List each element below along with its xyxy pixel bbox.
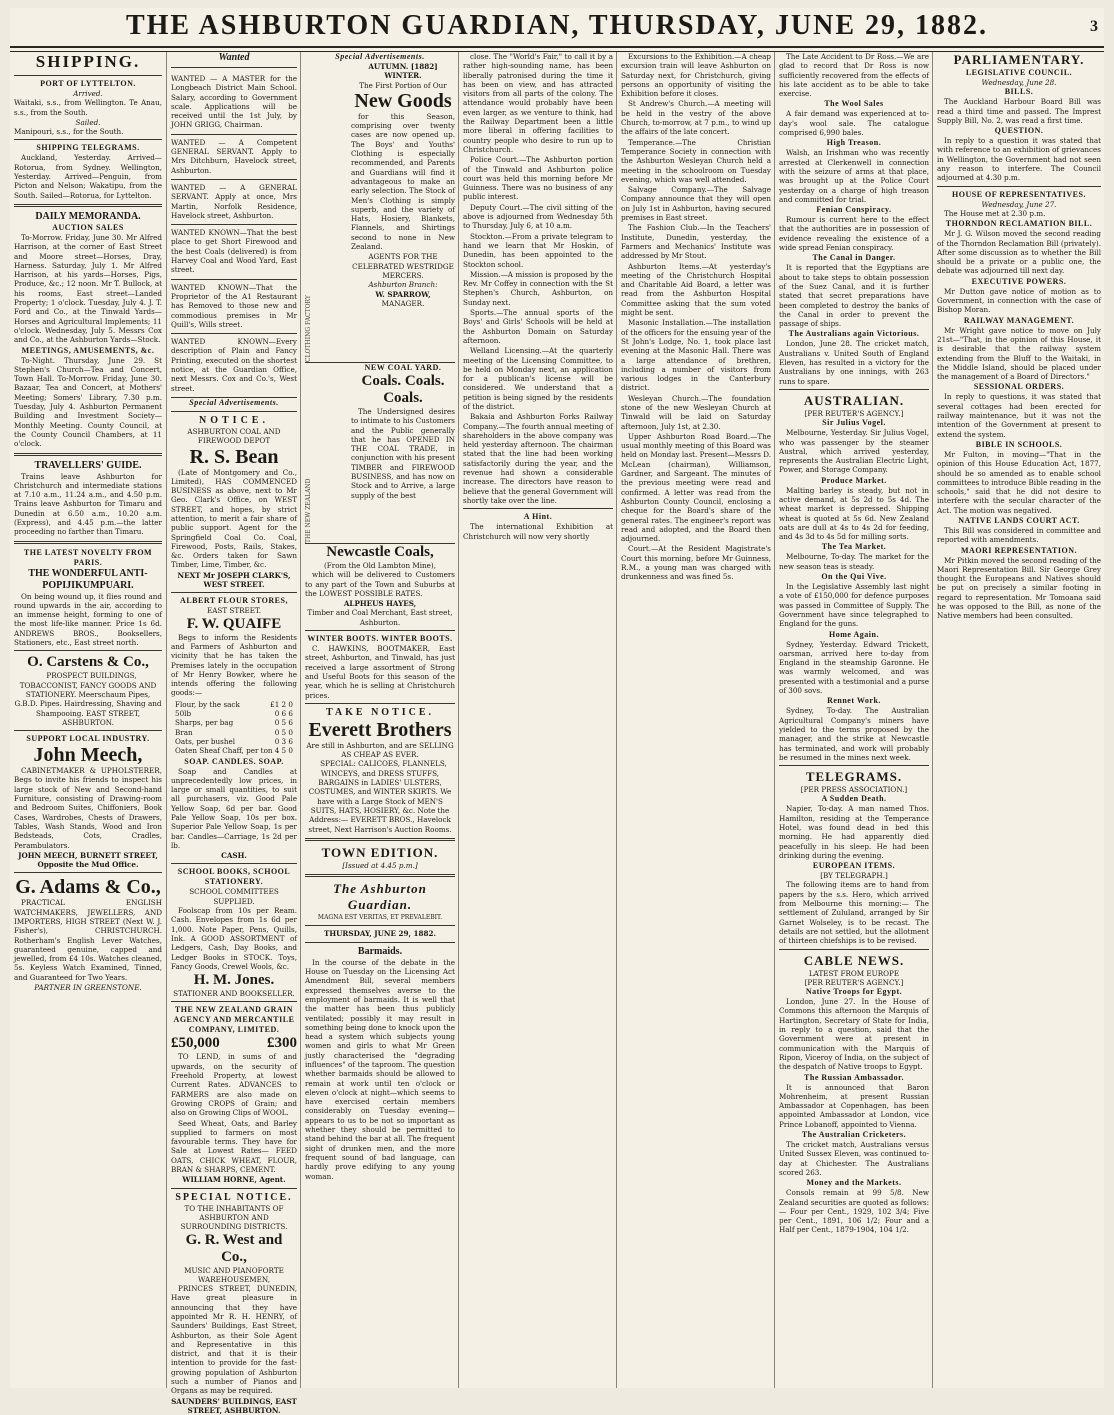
loan-text: TO LEND, in sums of and upwards, on the security of Freehold Property, at lowest Current Rates. ADVANCES to FARMERS are also made on Growing CROPS of Grain; and also on Growing Clips of WOOL. xyxy=(171,1052,297,1118)
school-sub: SCHOOL COMMITTEES SUPPLIED. xyxy=(189,887,279,906)
coal-yard-heading: NEW COAL YARD. xyxy=(364,363,442,372)
cash-label: CASH. xyxy=(221,851,247,861)
tea-heading: The Tea Market. xyxy=(821,542,887,552)
column-6 xyxy=(774,52,933,1388)
press-assoc-label: [PER PRESS ASSOCIATION.] xyxy=(800,785,908,795)
wanted-ad xyxy=(171,334,297,398)
exec-text: Mr Dutton gave notice of motion as to Government, in connection with the case of Bishop Moran. xyxy=(937,286,1101,315)
carstens-text: PROSPECT BUILDINGS, TOBACCONIST, FANCY GOODS AND STATIONERY. Meerschaum Pipes, G.B.D. Pipes. Hairdressing, Shaving and Shampooing. EAST STREET, ASHBURTON. xyxy=(14,671,162,727)
travellers-text: Trains leave Ashburton for Christchurch and intermediate stations at 7.10 a.m., 11.24 a.m., and 4.50 p.m. Trains leave Ashburton for Timaru and Dunedin at 6.50 a.m., 10.20 a.m. (Express), and 4.45 p.m.—the latter proceeding no farther than Timaru. xyxy=(14,471,162,537)
sudden-text: Napier, To-day. A man named Thos. Hamilton, residing at the Temperance Hotel, was found dead in bed this morning. He had apparently died peacefully in his sleep. He had been drinking during the evening. xyxy=(779,804,929,860)
auction-text: To-Morrow. Friday, June 30. Mr Alfred Harrison, at the corner of East Street and Moore street—Horses, Dray, Harness. Saturday, July 1. Mr Alfred Harrison, at his yards—Horses, Pigs, Produce, &c.; 12 noon. Mr T. Bullock, at his rooms, East street—Landed Property; 1 o'clock. Tuesday, July 4. J. T. Ford and Co., at the Tinwald Yards—Horses and Agricultural Implements; 11 o'clock. Wednesday, July 5. Messrs Cox and Co., at the Ashburton Yards—Stock. xyxy=(14,232,162,345)
wool-text: A fair demand was experienced at to-day's wool sale. The catalogue comprised 6,990 bales. xyxy=(779,109,929,138)
news-item: The Fashion Club.—In the Teachers' Institute, Dunedin, yesterday, the Farmers and Mechanics' Institute was addressed by Mr Stout. xyxy=(621,223,771,261)
divider xyxy=(779,389,929,390)
news-item: Salvage Company.—The Salvage Company announce that they will open on July 1st in Ashburton, having secured premises in East street. xyxy=(621,185,771,223)
soap-text: Soap and Candles at unprecedentedly low prices, in large or small quantities, to suit all purchasers, viz. Good Pale Yellow Soap, 6d per bar. Good Pale Yellow Soap, 10s per box. Superior Pale Yellow Soap, 1s per bar. Candles—Carriage, 1s 2d per lb. xyxy=(171,766,297,850)
hint-text: The international Exhibition at Christchurch will now very shortly xyxy=(463,522,613,541)
price-row xyxy=(175,718,293,727)
telegrams-heading: TELEGRAMS. xyxy=(805,769,903,785)
meetings-text: To-Night. Thursday, June 29. St Stephen's Church—Tea and Concert, Town Hall. To-Morrow. Friday, June 30. Bazaar, Tea and Concert, at Mothers' Meeting; Somers' Library, 7.30 p.m. Tuesday, July 4. Ashburton Permanent Building and Investment Society—Monthly Meeting. County Council, at the County Council Chambers, at 11 o'clock. xyxy=(14,355,162,449)
meech-heading: SUPPORT LOCAL INDUSTRY. xyxy=(26,734,150,744)
town-edition: TOWN EDITION. xyxy=(321,844,439,860)
loan-small: £300 xyxy=(267,1035,297,1052)
adams-name: G. Adams & Co., xyxy=(15,876,161,899)
new-goods: New Goods xyxy=(354,89,452,112)
meech-name: John Meech, xyxy=(33,744,143,767)
special-heading: Special Advertisements. xyxy=(335,52,425,61)
clothing-ad xyxy=(305,62,455,363)
west-sub: MUSIC AND PIANOFORTE WAREHOUSEMEN, xyxy=(184,1265,284,1284)
thorndon-heading: THORNDON RECLAMATION BILL. xyxy=(945,219,1093,229)
notice-sub: ASHBURTON COAL AND FIREWOOD DEPOT xyxy=(187,426,281,446)
hayes-name: ALPHEUS HAYES, xyxy=(343,599,417,609)
news-item: Welland Licensing.—At the quarterly meeting of the Licensing Committee, to be held on Monday next, an application for a publican's license will be considered. We understand that a petition is being signed by the residents of the district. xyxy=(463,346,613,411)
seed-agent: WILLIAM HORNE, Agent. xyxy=(182,1175,286,1185)
coals-text: The Undersigned desires to intimate to his Customers and the Public generally that he has OPENED IN THE COAL TRADE, in conjunction with his present TIMBER and FIREWOOD BUSINESS, and has now on Stock and to Arrive, a large supply of the best xyxy=(351,407,455,500)
newcastle-sub: (From the Old Lambton Mine), xyxy=(323,561,437,570)
news-item: Stockton.—From a private telegram to hand we learn that Mr Hoskin, of Dunedin, has been appointed to the Stockton school. xyxy=(463,231,613,269)
cricket-text: The cricket match, Australians versus United Sussex Eleven, was continued to-day at Chichester. The Australians scored 263. xyxy=(779,1140,929,1177)
russian-text: It is announced that Baron Mohrenheim, at present Russian Ambassador at Copenhagen, has been appointed Ambassador at London, vice Prince Lobanoff, appointed to Vienna. xyxy=(779,1082,929,1129)
divider xyxy=(171,592,297,593)
price-item: 50lb xyxy=(175,709,192,719)
cable-heading: CABLE NEWS. xyxy=(803,952,905,968)
divider xyxy=(14,872,162,873)
coal-ad xyxy=(305,363,455,544)
native-troops-text: London, June 27. In the House of Commons this afternoon the Marquis of Hartington, Secretary of State for India, in reply to a question, said that the Government were at present in communication with the Marquis of Ripon, Viceroy of India, on the subject of the despatch of Native troops to Egypt. xyxy=(779,997,929,1072)
news-item: Deputy Court.—The civil sitting of the above is adjourned from Wednesday 5th to Thursday, July 6, at 10 a.m. xyxy=(463,202,613,231)
divider xyxy=(463,508,613,509)
divider xyxy=(171,863,297,864)
money-text: Consols remain at 99 5/8. New Zealand securities are quoted as follows:— Four per Cent., 1929, 102 3/4; Five per Cent., 1891, 106 1/2; Four and a Half per Cent., 1879-1904, 104 1/2. xyxy=(779,1188,929,1235)
autumn-label: AUTUMN. [1882] WINTER. xyxy=(368,62,438,81)
school-text: Foolscap from 10s per Ream. Cash. Envelopes from 1s 6d per 1,000. Note Paper, Pens, Quills, Ink. A GOOD ASSORTMENT of Ledgers, Cash, Day Books, and Ledger Books in STOCK. Toys, Fancy Goods, Crewel Wools, &c. xyxy=(171,906,297,971)
vile-text: In the Legislative Assembly last night a vote of £150,000 for defence purposes was passed in Committee of Supply. The Government have since telegraphed to England for the guns. xyxy=(779,582,929,629)
news-item: Bakaia and Ashburton Forks Railway Company.—The fourth annual meeting of shareholders in the above company was held yesterday afternoon. The chairman stated that the line had been working satisfactorily during the year, and the revenue had shown a considerable increase. The directors have reason to believe that the general Government will shortly take over the line. xyxy=(463,412,613,505)
quaife-text: Begs to inform the Residents and Farmers of Ashburton and vicinity that he has taken the Premises lately in the occupation of Mr Henry Bowker, where he intends offering the following goods:— xyxy=(171,632,297,698)
quaife-name: F. W. QUAIFE xyxy=(186,615,282,632)
price-row xyxy=(175,709,293,718)
seed-text: Seed Wheat, Oats, and Barley supplied to farmers on most favourable terms. They have for Sale at Lowest Rates— FEED OATS, CHICK WHEAT, FLOUR, BRAN & SHARPS, CEMENT. xyxy=(171,1118,297,1175)
divider xyxy=(305,942,455,943)
price-row xyxy=(175,700,293,709)
column-7 xyxy=(932,52,1105,1388)
west-footer: SAUNDERS' BUILDINGS, EAST STREET, ASHBURTON. xyxy=(171,1396,297,1415)
column-5 xyxy=(616,52,775,1388)
vogel-text: Melbourne, Yesterday. Sir Julius Vogel, who was passenger by the steamer Austral, which arrived yesterday, represents the Australian Electric Light, Power, and Storage Company. xyxy=(779,428,929,475)
page-number: 3 xyxy=(1090,18,1098,35)
maori-text: Mr Pitkin moved the second reading of the Maori Representation Bill. Sir George Grey thought the Europeans and Natives should be put on precisely a similar footing in regard to representation. Mr Tomoana said he was opposed to the Bill, as none of the Native members had been consulted. xyxy=(937,555,1101,621)
canal-heading: The Canal in Danger. xyxy=(812,253,896,263)
parliamentary-heading: PARLIAMENTARY. xyxy=(953,52,1085,67)
divider xyxy=(171,1188,297,1189)
euro-text: The following items are to hand from papers by the s.s. Hero, which arrived from Melbourne this morning:— The settlement of Zululand, arranged by Sir Garnet Wolseley, is to be recast. The details are not settled, but the allotment of thirteen chiefships is to be revised. xyxy=(779,880,929,946)
paper-title: The Ashburton Guardian. xyxy=(333,881,427,913)
aus-heading: The Australians again Victorious. xyxy=(788,329,920,339)
town-issued: [Issued at 4.45 p.m.] xyxy=(342,860,418,870)
native-lands-heading: NATIVE LANDS COURT ACT. xyxy=(958,515,1080,525)
news-item: Temperance.—The Christian Temperance Society in connection with the Ashburton Wesleyan Church held a meeting in the schoolroom on Tuesday evening, which was well attended. xyxy=(621,137,771,184)
coals-heading: Coals. Coals. Coals. xyxy=(361,373,445,406)
home-heading: Home Again. xyxy=(829,629,879,639)
band-label: CLOTHING FACTORY xyxy=(305,295,312,362)
wanted-ad xyxy=(171,225,297,279)
boots-heading: WINTER BOOTS. WINTER BOOTS. xyxy=(307,634,453,644)
travellers-heading: TRAVELLERS' GUIDE. xyxy=(34,459,142,471)
sudden-heading: A Sudden Death. xyxy=(821,794,887,804)
flour-heading: ALBERT FLOUR STORES, xyxy=(180,596,288,606)
divider xyxy=(779,949,929,950)
divider xyxy=(14,650,162,651)
divider xyxy=(171,67,297,68)
native-troops-heading: Native Troops for Egypt. xyxy=(805,987,903,997)
price-value: 4 5 0 xyxy=(274,746,293,756)
boots-text: C. HAWKINS, BOOTMAKER, East street, Ashburton, and Tinwald, has just received a large assortment of Strong and Useful Boots for this season of the year, which he is selling at Christchurch prices. xyxy=(305,644,455,700)
divider xyxy=(305,874,455,877)
auction-heading: AUCTION SALES xyxy=(52,222,124,232)
bean-name: R. S. Bean xyxy=(189,445,279,468)
thorndon-text: Mr J. G. Wilson moved the second reading of the Thorndon Reclamation Bill (privately). After some discussion as to whether the Bill should be a private or a public one, the debate was adjourned till next day. xyxy=(937,229,1101,276)
nz-band xyxy=(305,363,347,543)
canal-text: It is reported that the Egyptians are about to take steps to obtain possession of the Suez Canal, and it is further stated that secret preparations have been completed to destroy the banks of the Canal in order to prevent the passage of ships. xyxy=(779,263,929,329)
news-item: Masonic Installation.—The installation of the officers for the ensuing year of the St John's Lodge, No. 1, took place last evening at the Masonic Hall. There was a large attendance of brethren, including a number of visitors from various lodges in the Canterbury district. xyxy=(621,318,771,393)
fenian-text: Rumour is current here to the effect that the authorities are in possession of evidence revealing the existence of a wide spread Fenian conspiracy. xyxy=(779,215,929,253)
price-row xyxy=(175,746,293,755)
school-heading: SCHOOL BOOKS, SCHOOL STATIONERY. xyxy=(177,867,291,887)
news-item: St Andrew's Church.—A meeting will be held in the vestry of the above Church, to-morrow, at 7 p.m., to wind up the affairs of the late concert. xyxy=(621,99,771,137)
question-heading: QUESTION. xyxy=(994,126,1044,136)
loan-big: £50,000 xyxy=(171,1035,220,1052)
divider xyxy=(14,75,162,76)
memoranda-heading: DAILY MEMORANDA. xyxy=(35,210,141,222)
vogel-heading: Sir Julius Vogel. xyxy=(822,418,886,428)
newspaper-page xyxy=(10,8,1104,1415)
news-item: Police Court.—The Ashburton portion of the Tinwald and Ashburton police court was held this morning before Mr Guinness. There was no business of any public interest. xyxy=(463,155,613,202)
news-item: Mission.—A mission is proposed by the Rev. Mr Coffey in connection with the St Stephen's Church, Ashburton, on Sunday next. xyxy=(463,269,613,307)
special-heading: Special Advertisements. xyxy=(189,397,279,407)
barmaids-heading: Barmaids. xyxy=(357,945,403,957)
divider xyxy=(779,765,929,766)
manager-name: W. SPARROW, xyxy=(375,289,431,299)
price-value: 0 6 6 xyxy=(274,709,293,719)
wanted-heading: Wanted xyxy=(218,52,250,63)
price-value: £1 2 0 xyxy=(270,699,293,709)
by-telegraph-label: [BY TELEGRAPH.] xyxy=(820,871,888,881)
paper-motto: MAGNA EST VERITAS, ET PREVALEBIT. xyxy=(317,914,443,922)
loan-amounts xyxy=(171,1035,297,1052)
intro-text: close. The "World's Fair," to call it by a rather high-sounding name, has been liberally patronised during the time it has been on view, and has attracted visitors from all parts of the colony. The attendance would probably have been even larger, as we venture to think, had the Railway Department been a little more liberal in offering facilities to country people who desire to run up to Christchurch. xyxy=(463,52,613,154)
divider xyxy=(305,630,455,631)
price-item: Sharps, per bag xyxy=(175,718,234,728)
hayes-role: Timber and Coal Merchant, East street, Ashburton. xyxy=(307,608,453,627)
rennet-text: Sydney, To-day. The Australian Agricultural Company's miners have yielded to the terms proposed by the manager, and the strike at Newcastle has terminated, and work will probably be resumed in the mines next week. xyxy=(779,706,929,762)
meetings-heading: MEETINGS, AMUSEMENTS, &c. xyxy=(21,345,155,355)
bible-heading: BIBLE IN SCHOOLS. xyxy=(975,439,1063,449)
arrived-heading: Arrived. xyxy=(73,89,103,98)
columns xyxy=(10,52,1104,1415)
meech-text: CABINETMAKER & UPHOLSTERER, Begs to invite his friends to inspect his large stock of New and Second-hand Furniture, consisting of Drawing-room and Bedroom Suites, Chiffoniers, Book Cases, Wardrobes, Chests of Drawers, Tables, Wash Stands, Wood and Iron Bedsteads, Cots, Cradles, Perambulators. xyxy=(14,766,162,850)
australian-heading: AUSTRALIAN. xyxy=(803,392,905,408)
lc-date: Wednesday, June 28. xyxy=(981,78,1057,87)
fenian-heading: Fenian Conspiracy. xyxy=(816,205,892,215)
port-heading: PORT OF LYTTELTON. xyxy=(40,79,136,88)
clothing-band xyxy=(305,62,347,362)
hint-heading: A Hint. xyxy=(523,512,553,522)
wanted-ad xyxy=(171,135,297,180)
produce-heading: Produce Market. xyxy=(821,475,887,485)
tea-text: Melbourne, To-day. The market for the new season teas is steady. xyxy=(779,552,929,571)
shipping-heading: SHIPPING. xyxy=(35,52,141,71)
wanted-ad xyxy=(171,180,297,225)
bean-text: (Late of Montgomery and Co., Limited), HAS COMMENCED BUSINESS as above, next to Mr Geo. Clark's Office, on WEST STREET, and hopes, by strict attention, to merit a fair share of public support. Agent for the Springfield Coal Co. Coal, Firewood, Posts, Rails, Stakes, &c. Orders taken for Sawn Timber, Lime, Timber, &c. xyxy=(171,467,297,570)
price-item: Oats, per bushel xyxy=(175,736,235,746)
russian-heading: The Russian Ambassador. xyxy=(804,1072,904,1082)
masthead-title: THE ASHBURTON GUARDIAN, THURSDAY, JUNE 29, 1882. xyxy=(125,10,989,41)
cricket-heading: The Australian Cricketers. xyxy=(801,1130,907,1140)
clothing-content xyxy=(351,62,455,308)
price-row xyxy=(175,728,293,737)
carstens-name: O. Carstens & Co., xyxy=(27,654,149,671)
nz-band-label: THE NEW ZEALAND xyxy=(305,478,312,543)
wool-heading: The Wool Sales xyxy=(824,99,884,109)
masthead xyxy=(10,8,1104,48)
novelty-heading: THE LATEST NOVELTY FROM PARIS. xyxy=(23,547,153,567)
shipping-telegrams-text: Auckland, Yesterday. Arrived—Rotorua, from Sydney. Wellington, Yesterday. Arrived—Penguin, from Picton and Nelson; Wakatipu, from the South. Sailed—Rotorua, for Lyttelton. xyxy=(14,153,162,200)
home-text: Sydney, Yesterday. Edward Trickett, oarsman, arrived here to-day from England in the steamship Garonne. He was warmly welcomed, and was presented with a testimonial and a purse of 300 sovs. xyxy=(779,639,929,696)
cable-sub: LATEST FROM EUROPE xyxy=(808,968,900,978)
divider xyxy=(305,838,455,841)
divider xyxy=(14,541,162,544)
sessional-text: In reply to questions, it was stated that several cottages had been erected for railway maintenance, but it was not the intention of the Government at present to extend the system. xyxy=(937,392,1101,439)
popi-heading: THE WONDERFUL ANTI-POPIJIKUMPUARI. xyxy=(28,567,148,591)
barmaids-text: In the course of the debate in the House on Tuesday on the Licensing Act Amendment Bill, several members expressed themselves averse to the employment of barmaids. It is well that the matter has been thus publicly ventilated; possibly it may result in something being done to knock upon the head a system which subjects young women and girls to what Mr Green justly characterised the "degrading influences" of the taproom. The question whether barmaids should be allowed to remain at work until ten o'clock or eleven o'clock at night—which seems to have exercised certain members considerably on Tuesday evening—appears to us to be not so important as whether they should be permitted to stand behind the bar at all. The frequent sight of drunken men, and the more frequent sound of bad language, can hardly prove edifying to any young woman. xyxy=(305,957,455,1181)
column-4 xyxy=(458,52,617,1388)
hr-date: Wednesday, June 27. xyxy=(981,199,1057,209)
sailed-text: Manipouri, s.s., for the South. xyxy=(14,127,124,137)
newcastle-heading: Newcastle Coals, xyxy=(326,544,434,560)
wanted-ad xyxy=(171,280,297,334)
divider xyxy=(305,925,455,926)
branch-label: Ashburton Branch: xyxy=(368,280,438,290)
sessional-heading: SESSIONAL ORDERS. xyxy=(973,382,1065,392)
paper-date: THURSDAY, JUNE 29, 1882. xyxy=(324,929,436,939)
bean-address: NEXT Mr JOSEPH CLARK'S, WEST STREET. xyxy=(177,570,291,590)
vile-heading: On the Qui Vive. xyxy=(821,572,887,582)
exec-heading: EXECUTIVE POWERS. xyxy=(971,276,1067,286)
wanted-ad-text: WANTED KNOWN—That the Proprietor of the A1 Restaurant has Removed to those new and commodious premises in Mr Quill's, Wills street. xyxy=(171,282,297,329)
divider xyxy=(14,204,162,207)
notice-heading: NOTICE. xyxy=(199,414,269,426)
divider xyxy=(14,730,162,731)
price-item: Oaten Sheaf Chaff, per ton xyxy=(175,746,273,756)
shipping-telegrams-heading: SHIPPING TELEGRAMS. xyxy=(36,143,140,153)
divider xyxy=(171,411,297,412)
divider xyxy=(937,186,1101,187)
wanted-ad-text: WANTED KNOWN—Every description of Plain and Fancy Printing, executed on the shortest notice, at the Guardian Office, next Messrs. Cox and Co.'s, West street. xyxy=(171,337,297,393)
bills-text: The Auckland Harbour Board Bill was read a third time and passed. The Imprest Supply Bill, No. 2, was read a first time. xyxy=(937,97,1101,125)
price-value: 0 3 6 xyxy=(274,736,293,746)
lead-text: The Late Accident to Dr Ross.—We are glad to record that Dr Ross is now sufficiently recovered from the effects of his late accident as to be able to take exercise. xyxy=(779,52,929,99)
first-portion: The First Portion of Our xyxy=(359,80,447,90)
aus-text: London, June 28. The cricket match, Australians v. United South of England Eleven, has resulted in a victory for the Australians by one innings, with 263 runs to spare. xyxy=(779,339,929,386)
jones-name: H. M. Jones. xyxy=(193,972,275,989)
price-list xyxy=(171,699,297,757)
price-value: 0 5 0 xyxy=(274,727,293,737)
column-2 xyxy=(166,52,301,1415)
treason-text: Walsh, an Irishman who was recently arrested at Clerkenwell in connection with the seizure of arms at that place, was brought up at the Police Court yesterday on a charge of high treason and committed for trial. xyxy=(779,148,929,204)
west-text: PRINCES STREET, DUNEDIN, Have great pleasure in announcing that they have appointed Mr R. H. HENRY, of Saunders' Buildings, East Street, Ashburton, as their Sole Agent and Representative in this district, and that it is their intention to provide for the fast-growing population of Ashburton such a number of Pianos and Organs as may be required. xyxy=(171,1284,297,1396)
agency-label: [PER REUTER'S AGENCY.] xyxy=(804,408,904,418)
wanted-ad-text: WANTED — A GENERAL SERVANT. Apply at once, Mrs Martin, Norfolk Residence, Havelock street, Ashburton. xyxy=(171,182,297,220)
newcastle-text: which will be delivered to Customers to any part of the Town and Suburbs at the LOWEST POSSIBLE RATES. xyxy=(305,570,455,598)
price-value: 0 5 6 xyxy=(274,718,293,728)
nz-grain-heading: THE NEW ZEALAND GRAIN AGENCY AND MERCANTILE COMPANY, LIMITED. xyxy=(173,1005,295,1035)
price-item: Bran xyxy=(175,727,193,737)
divider xyxy=(14,139,162,140)
new-goods-text: for this Season, comprising over twenty cases are now opened up. The Boys' and Youths' Clothing is especially recommended, and Parents and Guardians will find it advantageous to make an early selection. The Stock of Men's Clothing is simply superb, and the variety of Hats, Hosiery, Blankets, Flannels, and Shirtings second to none in New Zealand. xyxy=(351,111,455,252)
column-1 xyxy=(10,52,166,1388)
column-3 xyxy=(300,52,459,1388)
popi-text: On being wound up, it flies round and round upwards in the air, according to an immense height, forming to one of the most life-like manner. Price 1s 6d. ANDREWS BROS., Booksellers, Stationers, etc., East street north. xyxy=(14,591,162,648)
divider xyxy=(305,703,455,704)
sailed-heading: Sailed. xyxy=(75,117,101,127)
news-item: Upper Ashburton Road Board.—The usual monthly meeting of this Board was held on Monday last. Present—Messrs D. McLean (chairman), Williamson, Gardner, and Sargeant. The minutes of the previous meeting were read and confirmed. A letter was read from the Ashburton County Council, enclosing a cheque for the Board's share of the general rates. The engineer's report was read and adopted, and the Board then adjourned. xyxy=(621,431,771,544)
rennet-heading: Rennet Work. xyxy=(827,696,881,706)
special-notice: SPECIAL NOTICE. xyxy=(175,1191,293,1203)
news-item: Wesleyan Church.—The foundation stone of the new Wesleyan Church at Tinwald will be laid on Saturday afternoon, July 1st, at 2.30. xyxy=(621,393,771,431)
news-item: Excursions to the Exhibition.—A cheap excursion train will leave Ashburton on Saturday next, for Christchurch, giving persons an opportunity of visiting the Exhibition before it closes. xyxy=(621,52,771,99)
price-row xyxy=(175,737,293,746)
special-to: TO THE INHABITANTS OF ASHBURTON AND SURROUNDING DISTRICTS. xyxy=(180,1203,288,1232)
manager-role: MANAGER. xyxy=(381,298,425,308)
west-name: G. R. West and Co., xyxy=(185,1231,283,1265)
adams-text: PRACTICAL ENGLISH WATCHMAKERS, JEWELLERS, AND IMPORTERS, HIGH STREET (Next W. J. Fisher's), CHRISTCHURCH. Rotherham's English Lever Watches, guaranteed genuine, capped and jewelled, from £4 10s. Watches cleaned, 5s. Keyless Watch Examined, Tinned, and Guaranteed for Two Years. xyxy=(14,898,162,982)
arrived-text: Waitaki, s.s., from Wellington. Te Anau, s.s., from the South. xyxy=(14,98,162,117)
take-notice: TAKE NOTICE. xyxy=(325,706,435,718)
wanted-ad xyxy=(171,71,297,135)
bible-text: Mr Fulton, in moving—"That in the opinion of this House Education Act, 1877, should be so amended as to enable school committees to introduce Bible reading in the schools," said that he did not desire to interfere with the secular character of the Act. The motion was negatived. xyxy=(937,449,1101,515)
price-item: Flour, by the sack xyxy=(175,699,240,709)
flour-sub: EAST STREET. xyxy=(206,606,262,616)
question-text: In reply to a question it was stated that with reference to an exhibition of grievances in Wellington, the Government had not seen any reason to interfere. The Council adjourned at 4.30 p.m. xyxy=(937,136,1101,183)
news-item: Court.—At the Resident Magistrate's Court this morning, before Mr Guinness, R.M., a young man was charged with drunkenness and was fined 5s. xyxy=(621,544,771,582)
everett-sub: Are still in Ashburton, and are SELLING AS CHEAP AS EVER. xyxy=(306,740,454,760)
reuter-label: [PER REUTER'S AGENCY.] xyxy=(804,977,904,987)
divider xyxy=(14,453,162,456)
rail-text: Mr Wright gave notice to move on July 21st—"That, in the opinion of this House, it is desirable that the railway system extending from the Bluff to the Waitaki, in the Middle Island, should be placed under the management of a Board of Directors." xyxy=(937,325,1101,382)
wanted-ad-text: WANTED — A Competent GENERAL SERVANT. Apply to Mrs Ditchburn, Havelock street, Ashburton. xyxy=(171,137,297,175)
coal-content xyxy=(351,363,455,500)
soap-heading: SOAP. CANDLES. SOAP. xyxy=(184,756,284,766)
agents-text: AGENTS FOR THE CELEBRATED WESTRIDGE MERCERS. xyxy=(352,252,454,280)
hr-sat: The House met at 2.30 p.m. xyxy=(944,208,1046,218)
everett-list: SPECIAL: CALICOES, FLANNELS, WINCEYS, and DRESS STUFFS, BARGAINS in LADIES' ULSTERS, COSTUMES, and WINTER SKIRTS. We have with a Large Stock of MEN'S SUITS, HATS, HOSIERY, &c. Note the Address:— EVERETT BROS., Havelock street, Next Harrison's Auction Rooms. xyxy=(308,759,452,834)
lc-heading: LEGISLATIVE COUNCIL. xyxy=(965,68,1073,77)
produce-text: Malting barley is steady, but not in active demand, at 5s 2d to 5s 4d. The wheat market is depressed. Shipping wheat is quoted at 5s 6d. New Zealand oats are dull at 4s to 4s 2d for feeding, and 4s 3d to 4s 5d for milling sorts. xyxy=(779,485,929,542)
jones-sub: STATIONER AND BOOKSELLER. xyxy=(173,989,295,999)
hr-heading: HOUSE OF REPRESENTATIVES. xyxy=(952,189,1086,199)
wanted-ad-text: WANTED — A MASTER for the Longbeach District Main School. Salary, according to Government scale. Applications will be received until the 1st July, by JOHN GRIGG, Chairman. xyxy=(171,74,297,130)
news-item: Ashburton Items.—At yesterday's meeting of the Christchurch Hospital and Charitable Aid Board, a letter was read from the Ashburton Hospital Committee asking that the sum voted might be sent. xyxy=(621,261,771,318)
bills-heading: BILLS. xyxy=(1004,87,1034,97)
treason-heading: High Treason. xyxy=(826,138,882,148)
meech-address: JOHN MEECH, BURNETT STREET, Opposite the Mud Office. xyxy=(18,850,158,870)
divider xyxy=(171,1001,297,1002)
rail-heading: RAILWAY MANAGEMENT. xyxy=(963,315,1075,325)
news-item: Sports.—The annual sports of the Boys' and Girls' Schools will be held at the Ashburton Domain on Saturday afternoon. xyxy=(463,308,613,345)
euro-heading: EUROPEAN ITEMS. xyxy=(812,861,896,871)
native-lands-text: This Bill was considered in committee and reported with amendments. xyxy=(937,525,1101,545)
maori-heading: MAORI REPRESENTATION. xyxy=(961,545,1077,555)
everett-name: Everett Brothers xyxy=(308,718,452,741)
adams-footer: PARTNER IN GREENSTONE. xyxy=(34,983,142,993)
wanted-ad-text: WANTED KNOWN—That the best place to get Short Firewood and the best Coals (delivered) is from Harvey Coal and Wood Yard, East street. xyxy=(171,228,297,275)
money-heading: Money and the Markets. xyxy=(806,1178,902,1188)
